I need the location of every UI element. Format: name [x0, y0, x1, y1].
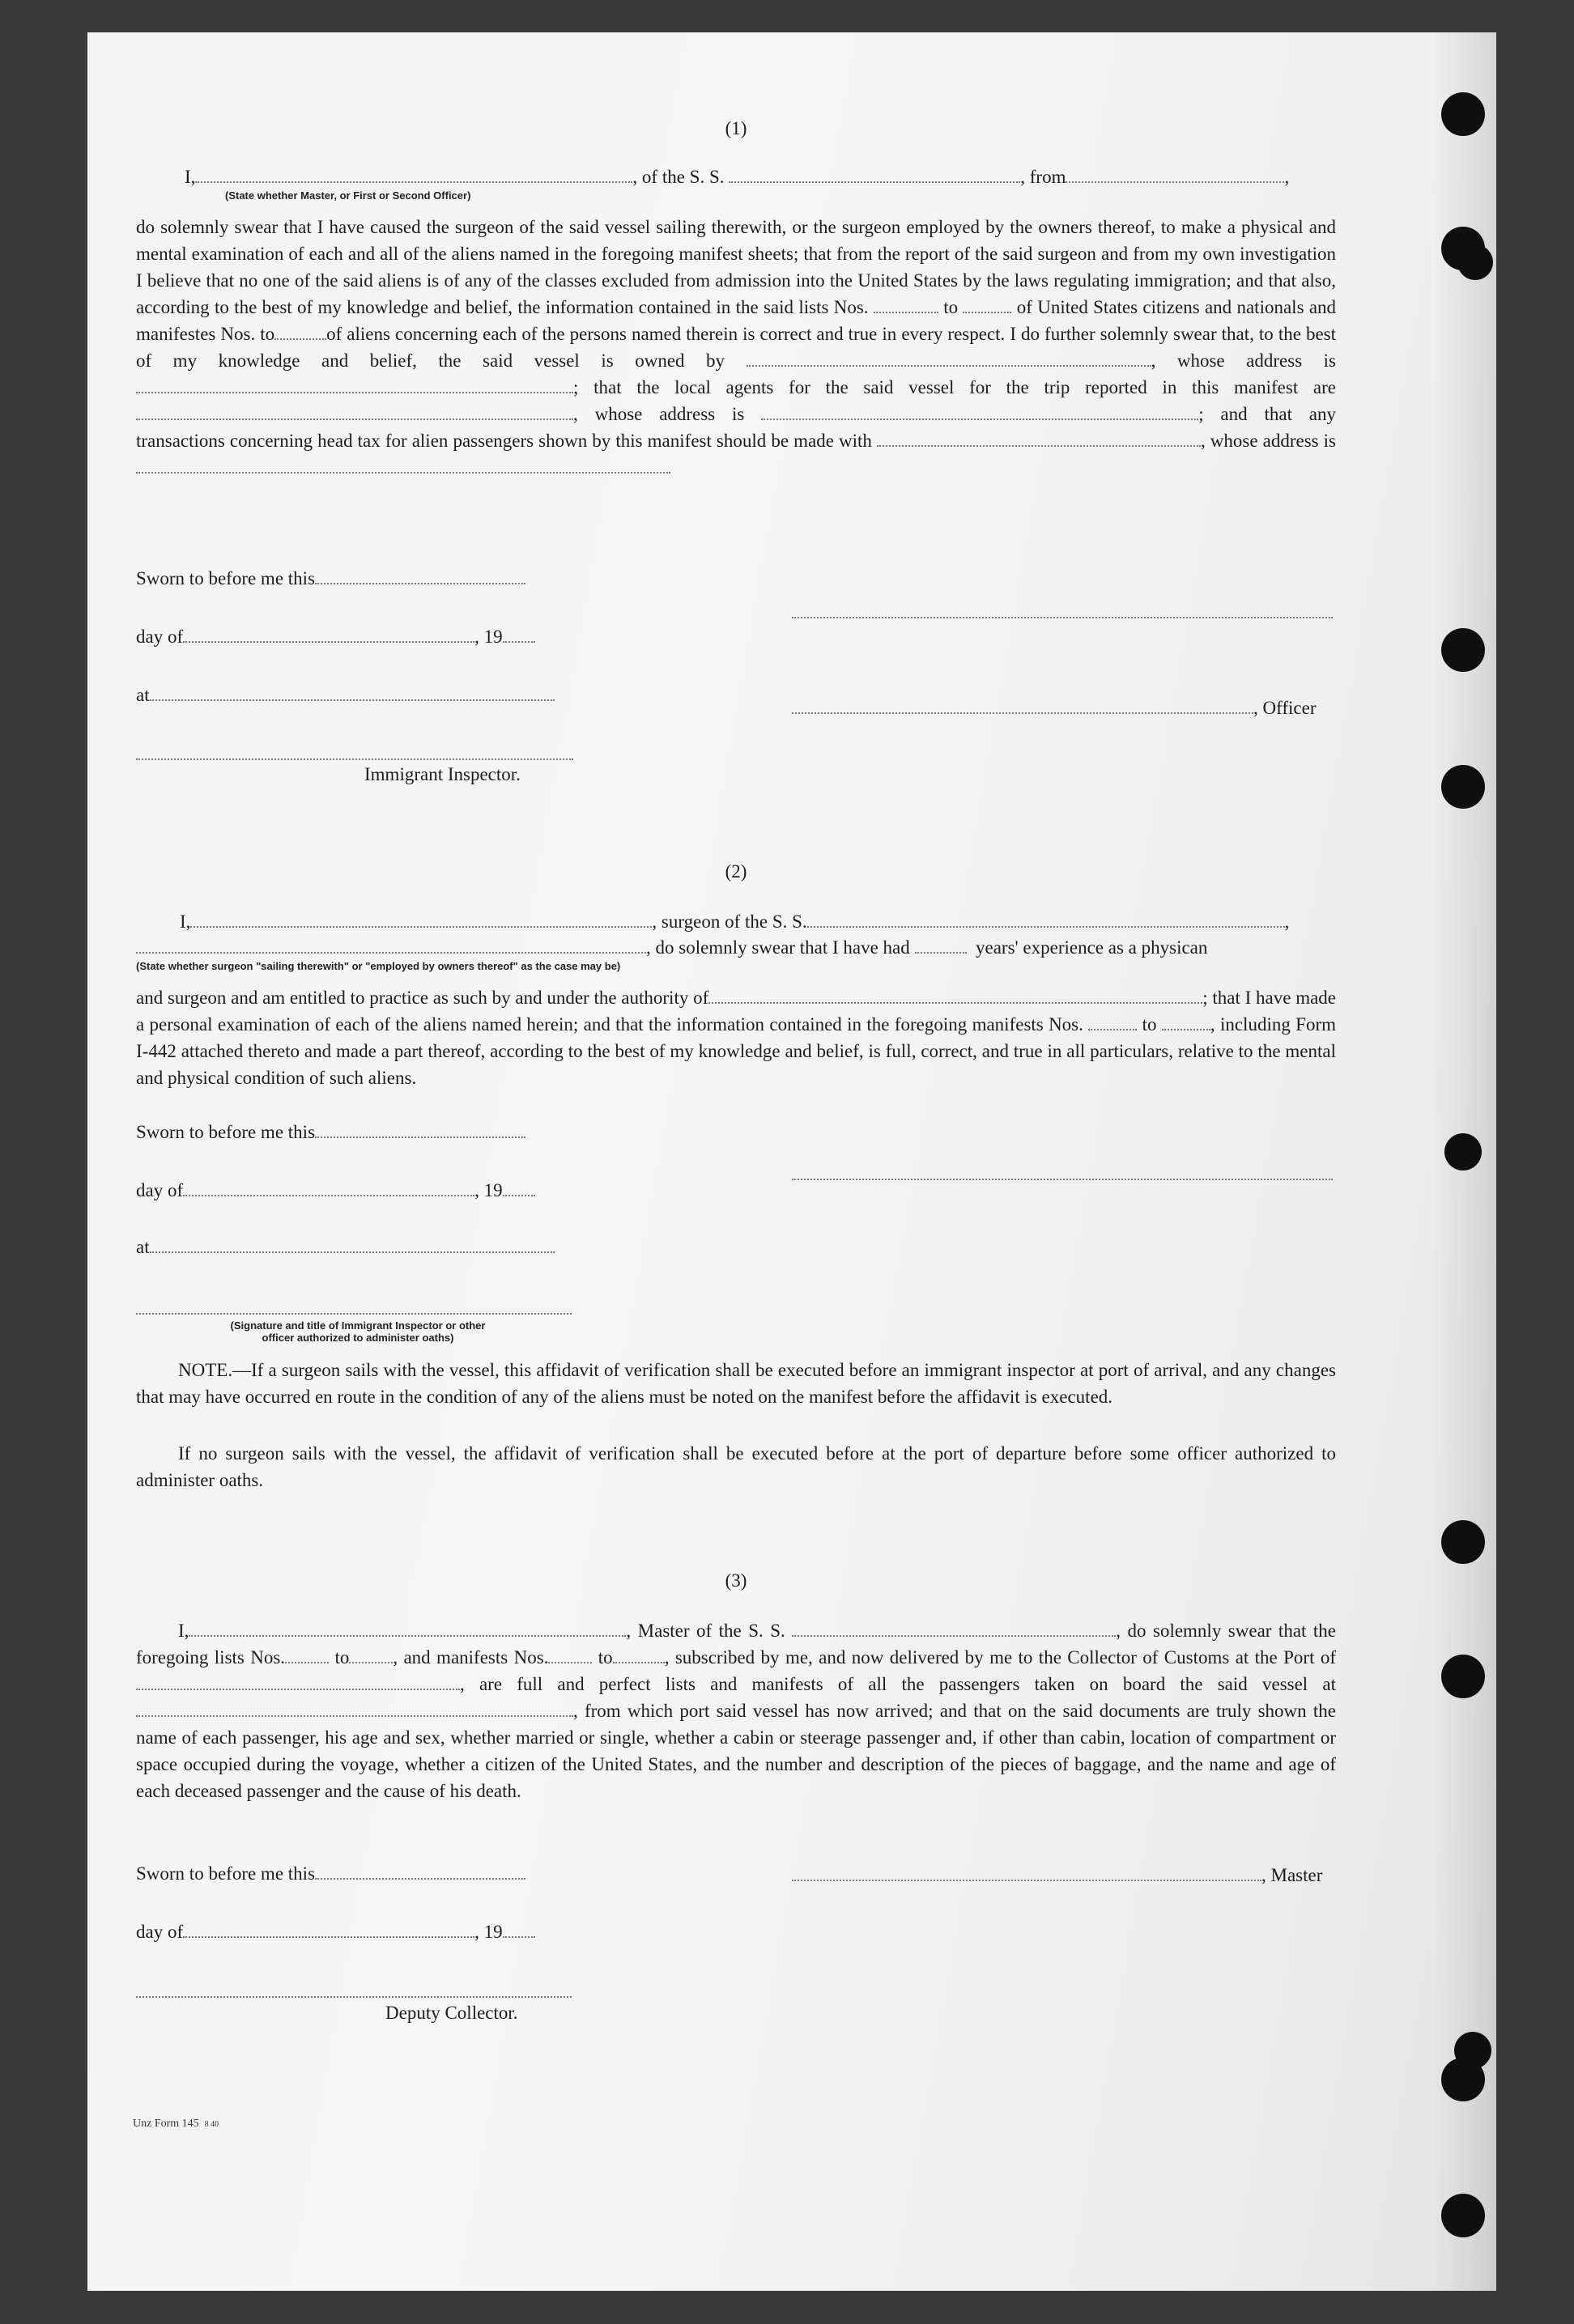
section-2-number: (2) [725, 861, 747, 882]
witness-signature-line[interactable] [136, 1311, 572, 1315]
punch-hole [1441, 92, 1485, 136]
officer-name-field[interactable] [792, 698, 1253, 714]
collector-signature-line[interactable] [136, 1995, 572, 1998]
manifests-from-field[interactable] [548, 1647, 592, 1663]
at-place-field[interactable] [150, 1237, 555, 1253]
manifest-to-field[interactable] [1162, 1014, 1210, 1030]
section-2-second-line: , do solemnly swear that I have had years' experience as a physican [136, 937, 1207, 958]
year-field[interactable] [503, 1180, 535, 1196]
section-2-day: day of , 19 [136, 1180, 535, 1201]
surgeon-signature-line[interactable] [792, 1177, 1333, 1180]
year-field[interactable] [503, 627, 535, 643]
local-agents-field[interactable] [136, 404, 573, 420]
years-experience-field[interactable] [915, 937, 967, 954]
note-paragraph-1: NOTE.—If a surgeon sails with the vessel, this affidavit of verification shall be executed before an immigrant inspector at port of arrival, and any changes that may have occurred en route in the condition of any of the aliens must be noted on the manifest before the affidavit is executed. [136, 1360, 1336, 1407]
section-1-affidavit: do solemnly swear that I have caused the surgeon of the said vessel sailing therewith, or the surgeon employed by the owners thereof, to make a physical and mental examination of each and all of the aliens named in the foregoing manifest sheets; that from the report of the said surgeon and from my own investigation I believe that no one of the said aliens is of any of the classes excluded from admission into the United States by the laws regulating immigration; and that also, according to the best of my knowledge and belief, the information contained in the said lists Nos. to of United States citizens and nationals and manifestes Nos. to of aliens concerning each of the persons named therein is correct and true in every respect. I do further solemnly swear that, to the best of my knowledge and belief, the said vessel is owned by , whose address is ; that the local agents for the said vessel for the trip reported in this manifest are , whose address is ; and that any transactions concerning head tax for alien passengers shown by this manifest should be made with , whose address is [136, 214, 1336, 481]
section-1-number: (1) [725, 118, 747, 138]
section-1-day: day of , 19 [136, 627, 535, 648]
day-field[interactable] [183, 627, 474, 643]
surgeon-ship-field[interactable] [807, 911, 1285, 928]
section-3-sworn: Sworn to before me this [136, 1863, 525, 1884]
head-tax-address-field[interactable] [136, 457, 670, 474]
sworn-date-field[interactable] [315, 568, 525, 584]
citizen-list-from-field[interactable] [874, 297, 938, 313]
inspector-signature-line[interactable] [136, 757, 573, 760]
head-tax-contact-field[interactable] [877, 431, 1201, 447]
boarding-port-field[interactable] [136, 1701, 573, 1717]
punch-hole [1441, 1655, 1485, 1698]
form-sheet [87, 32, 1496, 2291]
section-2-at: at [136, 1237, 555, 1258]
surgeon-note: (State whether surgeon "sailing therewith" or "employed by owners thereof" as the case may be) [136, 960, 621, 972]
section-1-officer: , Officer [792, 698, 1316, 719]
authority-field[interactable] [708, 988, 1202, 1004]
section-1-at: at [136, 685, 555, 706]
citizen-list-to-field[interactable] [963, 297, 1011, 313]
owner-field[interactable] [747, 351, 1151, 367]
year-field[interactable] [503, 1922, 535, 1938]
punch-hole [1441, 2194, 1485, 2237]
lists-from-field[interactable] [285, 1647, 329, 1663]
section-2-first-line: I, , surgeon of the S. S. , [180, 911, 1290, 932]
form-number: Unz Form 145 8 40 [133, 2118, 219, 2130]
deputy-collector-label: Deputy Collector. [385, 2003, 518, 2023]
manifest-from-field[interactable] [1088, 1014, 1137, 1030]
punch-hole [1444, 1133, 1482, 1170]
punch-hole [1441, 1520, 1485, 1564]
section-3-affidavit: I, , Master of the S. S. , do solemnly swear that the foregoing lists Nos. to , and manifests Nos. to , subscribed by me, and now delivered by me to the Collector of Customs at the Port of, are full and perfect lists and manifests of all the passengers taken on board the said vessel at , from which port said vessel has now arrived; and that on the said documents are truly shown the name of each passenger, his age and sex, whether married or single, whether a cabin or steerage passenger and, if other than cabin, location of compartment or space occupied during the voyage, whether a citizen of the United States, and the number and description of the pieces of baggage, and the name and age of each deceased passenger and the cause of his death. [136, 1621, 1337, 1801]
punch-hole [1441, 628, 1485, 672]
day-field[interactable] [183, 1922, 474, 1938]
note-paragraph-2: If no surgeon sails with the vessel, the affidavit of verification shall be executed before at the port of departure before some officer authorized to administer oaths. [136, 1443, 1336, 1490]
officer-signature-line[interactable] [792, 615, 1333, 618]
section-2-sworn: Sworn to before me this [136, 1122, 525, 1143]
port-field[interactable] [136, 1674, 460, 1690]
section-3-master: , Master [792, 1865, 1322, 1886]
punch-hole [1441, 2058, 1485, 2101]
lists-to-field[interactable] [349, 1647, 393, 1663]
owner-address-field[interactable] [136, 377, 573, 393]
section-1-first-line: I, , of the S. S. , from , [185, 167, 1290, 187]
ship-name-field[interactable] [729, 167, 1020, 183]
section-2-affidavit: and surgeon and am entitled to practice as such by and under the authority of ; that I have made a personal examination of each of the aliens named herein; and that the information contained in the foregoing manifests Nos. to , including Form I-442 attached thereto and made a part thereof, according to the best of my knowledge and belief, is full, correct, and true in all particulars, relative to the mental and physical condition of such aliens. [136, 988, 1337, 1088]
master-signature-field[interactable] [792, 1865, 1261, 1881]
section-3-day: day of , 19 [136, 1922, 535, 1943]
punch-hole [1441, 765, 1485, 809]
sworn-date-field[interactable] [315, 1122, 525, 1138]
manifests-to-field[interactable] [613, 1647, 665, 1663]
master-name-field[interactable] [189, 1621, 626, 1637]
sworn-date-field[interactable] [315, 1863, 525, 1880]
from-port-field[interactable] [1066, 167, 1284, 183]
surgeon-type-field[interactable] [136, 937, 646, 954]
officer-field[interactable] [195, 167, 632, 183]
day-field[interactable] [183, 1180, 474, 1196]
section-3-number: (3) [725, 1570, 747, 1591]
alien-manifest-to-field[interactable] [274, 324, 326, 340]
at-place-field[interactable] [150, 685, 555, 701]
immigrant-inspector-label: Immigrant Inspector. [364, 764, 521, 784]
officer-note: (State whether Master, or First or Second Officer) [225, 189, 471, 202]
surgeon-name-field[interactable] [190, 911, 652, 928]
master-ship-field[interactable] [792, 1621, 1116, 1637]
witness-note: (Signature and title of Immigrant Inspector or other officer authorized to administer oaths) [230, 1319, 486, 1344]
punch-hole [1457, 244, 1493, 280]
section-1-sworn: Sworn to before me this [136, 568, 525, 589]
agents-address-field[interactable] [761, 404, 1198, 420]
